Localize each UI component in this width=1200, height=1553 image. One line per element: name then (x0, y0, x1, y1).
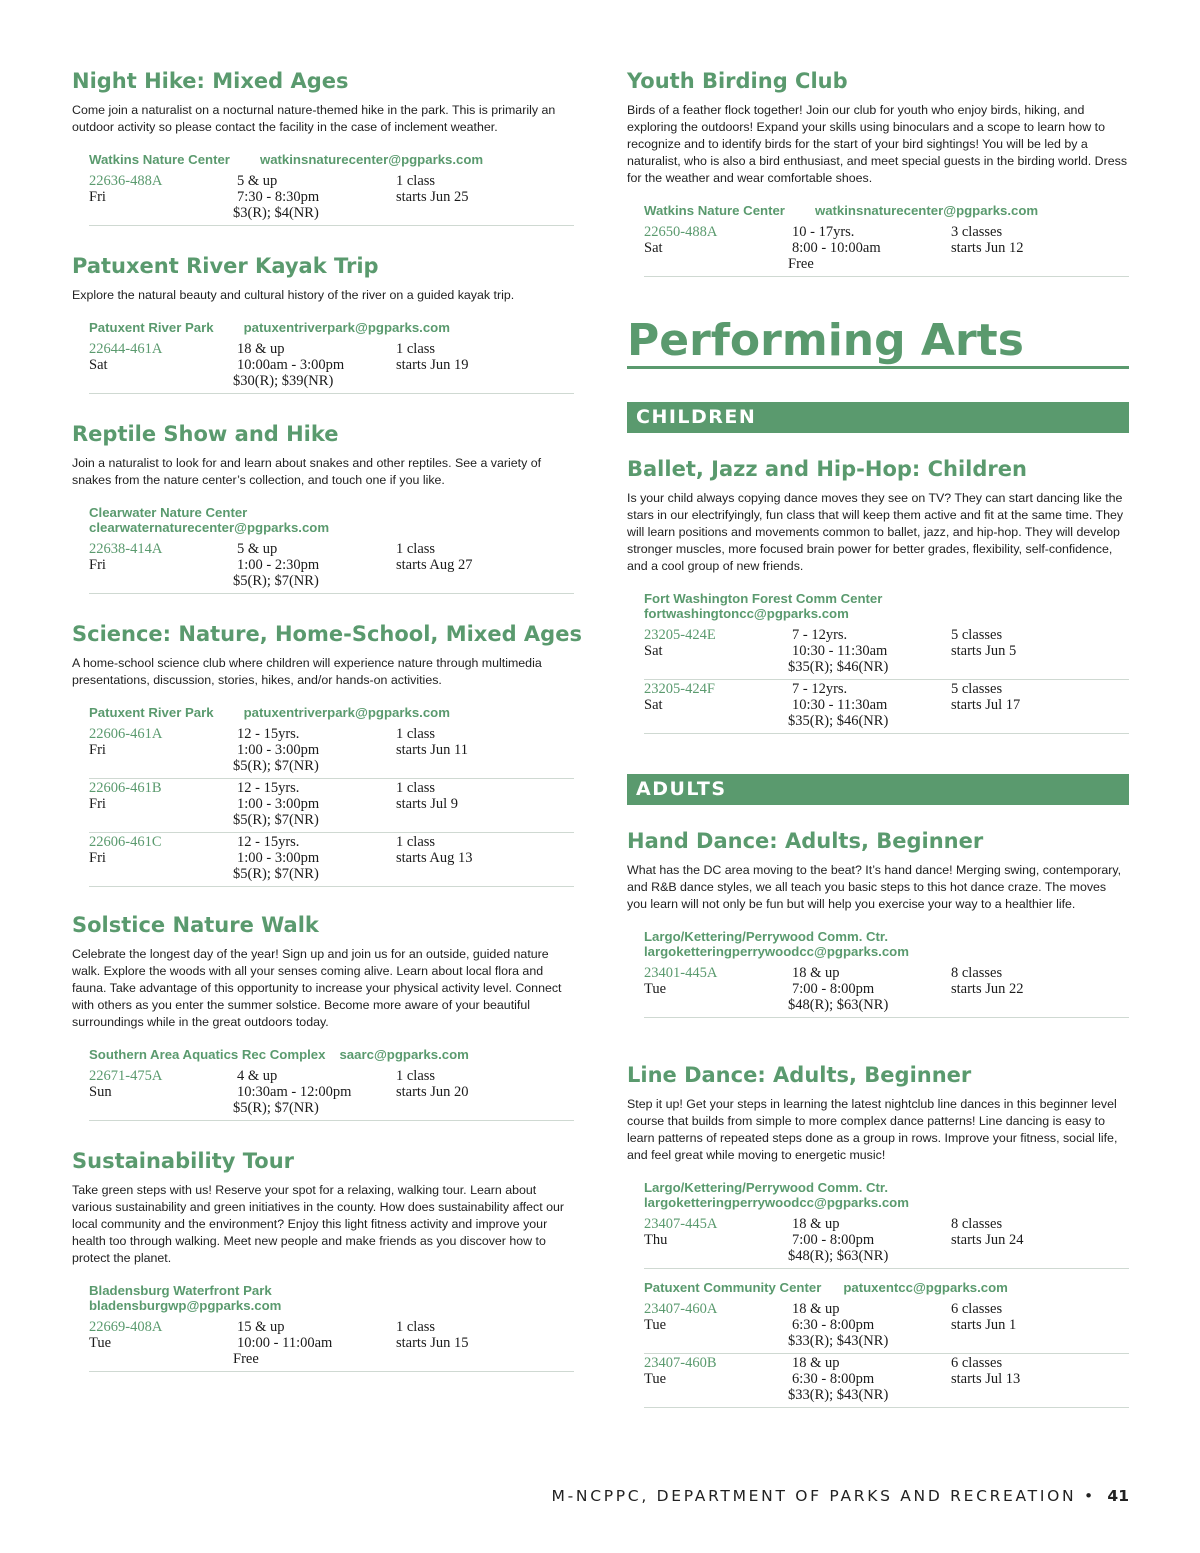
session-day: Thu (644, 1232, 668, 1248)
session-time: 8:00 - 10:00am (792, 240, 881, 256)
class-count: 1 class (396, 173, 436, 189)
program-description: Is your child always copying dance moves they see on TV? They can start dancing like the stars in our electrifyingly, fun class that will keep them active and fit at the same time. They will learn positions and movements common to ballet, jazz, and hip-hop. They will develop stronger muscles, more focused brain power for better grades, flexibility, self-confidence, and a cool group of new friends. (627, 491, 1124, 573)
age-range: 12 - 15yrs. (237, 726, 300, 742)
course-code: 22636-488A (89, 173, 163, 189)
session-fee: $3(R); $4(NR) (233, 205, 319, 221)
session-fee: $30(R); $39(NR) (233, 373, 334, 389)
session-list (89, 726, 574, 887)
venue-email[interactable]: patuxentriverpark@pgparks.com (243, 320, 450, 335)
program-line-dance (627, 1062, 1129, 1408)
age-range: 7 - 12yrs. (792, 627, 848, 643)
category-band-adults: ADULTS (627, 774, 1129, 805)
start-date: starts Jul 17 (951, 697, 1021, 713)
session-time: 1:00 - 3:00pm (237, 796, 320, 812)
class-count: 8 classes (951, 965, 1003, 981)
venue-info (72, 1283, 574, 1313)
venue-email[interactable]: patuxentcc@pgparks.com (843, 1280, 1008, 1295)
page-footer (552, 1487, 1129, 1505)
program-description: Step it up! Get your steps in learning the latest nightclub line dances in this beginner level course that builds from simple to more complex dance patterns! Line dancing is easy to learn patterns of repeated steps done as a group in rows. Improve your fitness, social life, and feel great while moving to energetic music! (627, 1097, 1118, 1162)
venue-name: Watkins Nature Center (89, 152, 230, 167)
start-date: starts Jun 1 (951, 1317, 1017, 1333)
session-day: Tue (644, 981, 667, 997)
class-count: 8 classes (951, 1216, 1003, 1232)
session-list (644, 224, 1129, 277)
start-date: starts Jun 22 (951, 981, 1024, 997)
start-date: starts Jun 20 (396, 1084, 469, 1100)
venue-name: Clearwater Nature Center (89, 505, 248, 520)
class-count: 1 class (396, 1068, 436, 1084)
session-fee: $5(R); $7(NR) (233, 758, 319, 774)
venue-name: Southern Area Aquatics Rec Complex (89, 1047, 326, 1062)
footer-bullet: • (1083, 1487, 1096, 1505)
program-description: What has the DC area moving to the beat? It’s hand dance! Merging swing, contemporary, and R&B dance styles, we all teach you basic steps to this hot dance craze. The moves you learn will not only be fun but will help you exercise your way to a healthier life. (627, 863, 1122, 911)
program-description: Birds of a feather flock together! Join our club for youth who enjoy birds, hiking, and exploring the outdoors! Expand your skills using binoculars and a scope to learn how to recognize and to identify birds for the start of your bird sightings! You will be led by a naturalist, who is also a bird enthusiast, and meet special guests in the birding world. Dress for the weather and wear comfortable shoes. (627, 103, 1128, 185)
course-code: 22606-461B (89, 780, 162, 796)
session-time: 7:00 - 8:00pm (792, 981, 875, 997)
venue-name: Patuxent Community Center (644, 1280, 822, 1295)
session-list (644, 1301, 1129, 1408)
session-fee: $33(R); $43(NR) (788, 1387, 889, 1403)
course-code: 23401-445A (644, 965, 718, 981)
session-fee: Free (233, 1351, 259, 1367)
session-time: 10:30am - 12:00pm (237, 1084, 352, 1100)
session-list (89, 1068, 574, 1121)
venue-email[interactable]: watkinsnaturecenter@pgparks.com (259, 152, 484, 167)
course-code: 22606-461C (89, 834, 162, 850)
program-reptile-show (72, 421, 574, 594)
start-date: starts Jun 12 (951, 240, 1024, 256)
venue-info (627, 1180, 1129, 1210)
session-time: 6:30 - 8:00pm (792, 1317, 875, 1333)
session-fee: $35(R); $46(NR) (788, 659, 889, 675)
course-code: 22644-461A (89, 341, 163, 357)
age-range: 18 & up (237, 341, 285, 357)
course-code: 22669-408A (89, 1319, 163, 1335)
venue-info (627, 591, 1129, 621)
session-row (644, 1301, 1129, 1354)
session-time: 1:00 - 3:00pm (237, 850, 320, 866)
session-fee: $35(R); $46(NR) (788, 713, 889, 729)
venue-name: Watkins Nature Center (644, 203, 785, 218)
program-night-hike (72, 68, 574, 226)
venue-info (627, 203, 1129, 218)
start-date: starts Jun 15 (396, 1335, 469, 1351)
program-title: Night Hike: Mixed Ages (72, 69, 349, 93)
session-list (644, 965, 1129, 1018)
session-day: Tue (644, 1371, 667, 1387)
venue-email[interactable]: bladensburgwp@pgparks.com (89, 1298, 282, 1313)
class-count: 6 classes (951, 1355, 1003, 1371)
class-count: 1 class (396, 341, 436, 357)
venue-email[interactable]: largoketteringperrywoodcc@pgparks.com (644, 944, 909, 959)
program-description: Explore the natural beauty and cultural history of the river on a guided kayak trip. (72, 288, 515, 302)
course-code: 23205-424E (644, 627, 716, 643)
session-time: 10:30 - 11:30am (792, 697, 888, 713)
session-list (89, 1319, 574, 1372)
session-row (89, 541, 574, 594)
venue-name: Bladensburg Waterfront Park (89, 1283, 272, 1298)
session-row (644, 965, 1129, 1018)
venue-info (72, 320, 574, 335)
venue-email[interactable]: clearwaternaturecenter@pgparks.com (89, 520, 330, 535)
session-day: Tue (89, 1335, 112, 1351)
session-time: 7:30 - 8:30pm (237, 189, 320, 205)
session-day: Sat (644, 697, 663, 713)
age-range: 18 & up (792, 1301, 840, 1317)
session-row (89, 834, 574, 887)
venue-email[interactable]: saarc@pgparks.com (339, 1047, 469, 1062)
session-time: 10:00 - 11:00am (237, 1335, 333, 1351)
venue-email[interactable]: largoketteringperrywoodcc@pgparks.com (644, 1195, 909, 1210)
program-title: Patuxent River Kayak Trip (72, 254, 379, 278)
venue-name: Fort Washington Forest Comm Center (644, 591, 883, 606)
session-list (89, 341, 574, 394)
session-fee: $5(R); $7(NR) (233, 812, 319, 828)
program-description: Take green steps with us! Reserve your spot for a relaxing, walking tour. Learn about various sustainability and green initiatives in the county. How does sustainability affect our local community and the environment? Enjoy this light fitness activity and improve your health too through walking. Meet new people and make friends as you discover how to protect the planet. (72, 1183, 564, 1265)
course-code: 23205-424F (644, 681, 715, 697)
session-day: Sun (89, 1084, 112, 1100)
program-title: Sustainability Tour (72, 1149, 295, 1173)
venue-name: Patuxent River Park (89, 320, 214, 335)
class-count: 1 class (396, 541, 436, 557)
age-range: 12 - 15yrs. (237, 780, 300, 796)
session-row (89, 780, 574, 833)
venue-name: Largo/Kettering/Perrywood Comm. Ctr. (644, 929, 889, 944)
course-code: 23407-460A (644, 1301, 718, 1317)
class-count: 3 classes (951, 224, 1003, 240)
session-row (89, 1068, 574, 1121)
session-row (644, 681, 1129, 734)
age-range: 18 & up (792, 1216, 840, 1232)
class-count: 1 class (396, 834, 436, 850)
age-range: 5 & up (237, 173, 278, 189)
venue-info (72, 152, 574, 167)
session-day: Tue (644, 1317, 667, 1333)
venue-info (627, 1280, 1129, 1295)
course-code: 22650-488A (644, 224, 718, 240)
session-row (644, 1216, 1129, 1269)
start-date: starts Aug 27 (396, 557, 473, 573)
course-code: 23407-445A (644, 1216, 718, 1232)
program-ballet-jazz-hiphop (627, 456, 1129, 734)
start-date: starts Aug 13 (396, 850, 473, 866)
age-range: 18 & up (792, 965, 840, 981)
age-range: 15 & up (237, 1319, 285, 1335)
venue-name: Largo/Kettering/Perrywood Comm. Ctr. (644, 1180, 889, 1195)
session-time: 6:30 - 8:00pm (792, 1371, 875, 1387)
venue-email[interactable]: fortwashingtoncc@pgparks.com (644, 606, 849, 621)
session-time: 1:00 - 3:00pm (237, 742, 320, 758)
session-time: 10:30 - 11:30am (792, 643, 888, 659)
session-row (644, 627, 1129, 680)
session-row (644, 224, 1129, 277)
start-date: starts Jul 9 (396, 796, 459, 812)
venue-info (72, 705, 574, 720)
program-title: Reptile Show and Hike (72, 422, 339, 446)
age-range: 18 & up (792, 1355, 840, 1371)
venue-info (72, 1047, 574, 1062)
session-fee: $48(R); $63(NR) (788, 1248, 889, 1264)
session-fee: Free (788, 256, 814, 272)
start-date: starts Jun 5 (951, 643, 1017, 659)
session-list (644, 627, 1129, 734)
class-count: 1 class (396, 1319, 436, 1335)
age-range: 5 & up (237, 541, 278, 557)
session-fee: $5(R); $7(NR) (233, 573, 319, 589)
program-science-home-school (72, 621, 582, 887)
start-date: starts Jun 24 (951, 1232, 1024, 1248)
program-title: Solstice Nature Walk (72, 913, 319, 937)
session-day: Fri (89, 796, 106, 812)
program-description: Join a naturalist to look for and learn about snakes and other reptiles. See a variety of snakes from the nature center’s collection, and touch one if you like. (72, 456, 542, 487)
start-date: starts Jul 13 (951, 1371, 1021, 1387)
class-count: 1 class (396, 780, 436, 796)
session-day: Fri (89, 850, 106, 866)
age-range: 7 - 12yrs. (792, 681, 848, 697)
session-row (644, 1355, 1129, 1408)
class-count: 5 classes (951, 627, 1003, 643)
program-youth-birding (627, 68, 1129, 277)
age-range: 12 - 15yrs. (237, 834, 300, 850)
venue-email[interactable]: watkinsnaturecenter@pgparks.com (814, 203, 1039, 218)
section-heading-performing-arts: Performing Arts (627, 316, 1129, 369)
session-list (644, 1216, 1129, 1269)
class-count: 6 classes (951, 1301, 1003, 1317)
program-title: Science: Nature, Home-School, Mixed Ages (72, 622, 582, 646)
venue-name: Patuxent River Park (89, 705, 214, 720)
start-date: starts Jun 19 (396, 357, 469, 373)
course-code: 22638-414A (89, 541, 163, 557)
session-day: Sat (89, 357, 108, 373)
start-date: starts Jun 11 (396, 742, 468, 758)
program-hand-dance (627, 828, 1129, 1018)
age-range: 10 - 17yrs. (792, 224, 855, 240)
venue-info (627, 929, 1129, 959)
session-list (89, 541, 574, 594)
course-code: 22671-475A (89, 1068, 163, 1084)
session-day: Sat (644, 240, 663, 256)
category-band-children: CHILDREN (627, 402, 1129, 433)
page-number: 41 (1107, 1487, 1129, 1505)
start-date: starts Jun 25 (396, 189, 469, 205)
program-title: Ballet, Jazz and Hip-Hop: Children (627, 457, 1027, 481)
session-day: Fri (89, 742, 106, 758)
session-day: Fri (89, 557, 106, 573)
program-kayak-trip (72, 253, 574, 394)
program-solstice-walk (72, 912, 574, 1121)
class-count: 5 classes (951, 681, 1003, 697)
venue-info (72, 505, 574, 535)
session-time: 10:00am - 3:00pm (237, 357, 345, 373)
session-row (89, 341, 574, 394)
session-time: 1:00 - 2:30pm (237, 557, 320, 573)
program-description: Celebrate the longest day of the year! Sign up and join us for an outside, guided nature walk. Explore the woods with all your senses coming alive. Learn about local flora and fauna. Take advantage of this opportunity to increase your physical activity level. Connect with others as you enter the summer solstice. Become more aware of your beautiful surroundings while in the great outdoors today. (72, 947, 562, 1029)
program-title: Youth Birding Club (627, 69, 848, 93)
session-fee: $5(R); $7(NR) (233, 866, 319, 882)
program-title: Hand Dance: Adults, Beginner (627, 829, 984, 853)
session-time: 7:00 - 8:00pm (792, 1232, 875, 1248)
session-day: Fri (89, 189, 106, 205)
course-code: 22606-461A (89, 726, 163, 742)
session-fee: $48(R); $63(NR) (788, 997, 889, 1013)
session-row (89, 726, 574, 779)
session-list (89, 173, 574, 226)
age-range: 4 & up (237, 1068, 278, 1084)
course-code: 23407-460B (644, 1355, 717, 1371)
program-title: Line Dance: Adults, Beginner (627, 1063, 972, 1087)
program-sustainability-tour (72, 1148, 574, 1372)
session-fee: $33(R); $43(NR) (788, 1333, 889, 1349)
footer-org-name: M-NCPPC, DEPARTMENT OF PARKS AND RECREATION (551, 1487, 1077, 1505)
session-row (89, 1319, 574, 1372)
class-count: 1 class (396, 726, 436, 742)
session-row (89, 173, 574, 226)
venue-email[interactable]: patuxentriverpark@pgparks.com (243, 705, 450, 720)
session-fee: $5(R); $7(NR) (233, 1100, 319, 1116)
program-description: A home-school science club where children will experience nature through multimedia presentations, discussion, stories, hikes, and/or hands-on activities. (72, 656, 542, 687)
session-day: Sat (644, 643, 663, 659)
program-description: Come join a naturalist on a nocturnal nature-themed hike in the park. This is primarily an outdoor activity so please contact the facility in the case of inclement weather. (72, 103, 556, 134)
